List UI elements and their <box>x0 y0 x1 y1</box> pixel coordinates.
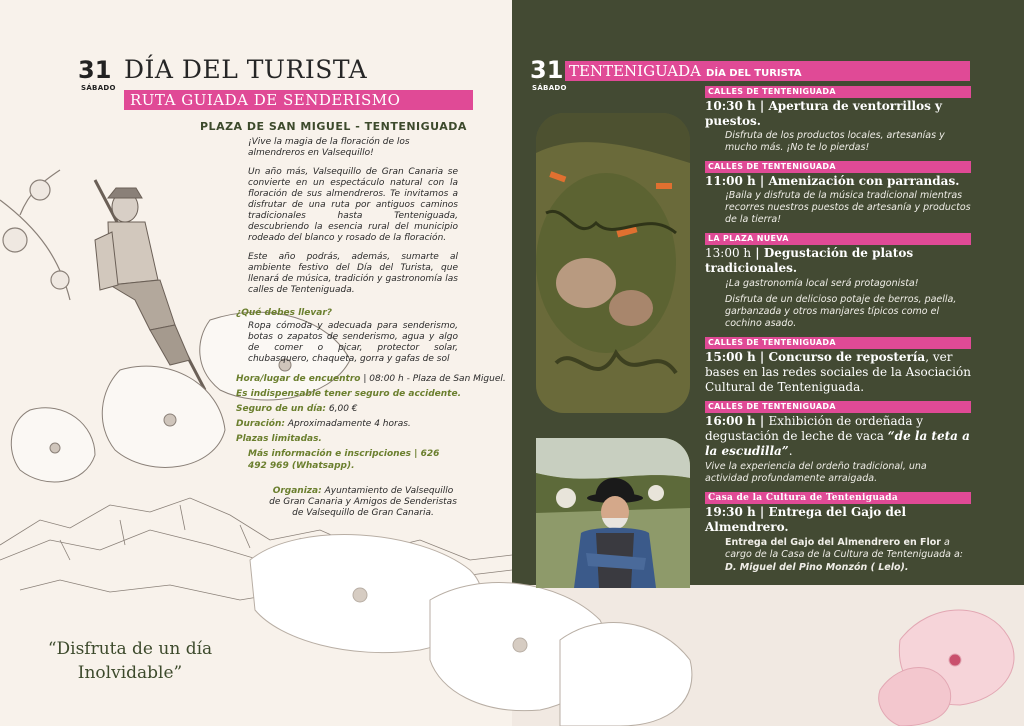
event-sep: | <box>755 99 769 113</box>
event-desc-bold: Entrega del Gajo del Almendrero en Flor <box>725 537 941 548</box>
event-rest: , ver bases en las redes sociales de la Asociación Cultural de Tenteniguada. <box>705 350 971 394</box>
limited-places: Plazas limitadas. <box>236 434 322 444</box>
insurance-required: Es indispensable tener seguro de accidente. <box>236 389 462 399</box>
left-body <box>248 137 458 296</box>
subtitle-bar: RUTA GUIADA DE SENDERISMO <box>124 90 473 110</box>
event-desc: a cargo de la Casa de la Cultura de Tenteniguada a: <box>725 537 963 560</box>
right-day-name: SÁBADO <box>532 84 567 92</box>
right-title-main: TENTENIGUADA <box>569 62 701 80</box>
event-heading <box>705 414 971 459</box>
event-title: Entrega del Gajo del Almendrero. <box>705 505 907 534</box>
location-heading: PLAZA DE SAN MIGUEL - TENTENIGUADA <box>200 120 467 133</box>
info-value: | 626 492 969 (Whatsapp). <box>248 449 440 471</box>
event-item <box>705 492 971 574</box>
almond-branch-left <box>0 170 70 300</box>
meet-value: | 08:00 h - Plaza de San Miguel. <box>360 374 506 384</box>
day-number: 31 <box>78 56 112 84</box>
info-line <box>248 448 460 472</box>
insurance-label: Seguro de un día: <box>236 404 327 414</box>
event-time: 15:00 h <box>705 350 756 364</box>
event-title: Concurso de repostería <box>768 350 926 364</box>
event-desc: Vive la experiencia del ordeño tradicional, una actividad profundamente arraigada. <box>705 461 927 484</box>
event-place: LA PLAZA NUEVA <box>705 233 971 245</box>
quote-line-2: Inolvidable” <box>77 663 183 683</box>
food-photo <box>536 113 690 413</box>
event-place: CALLES DE TENTENIGUADA <box>705 401 971 413</box>
event-rest-italic: “de la teta a la escudilla” <box>705 429 970 458</box>
right-day-number: 31 <box>530 56 564 84</box>
event-heading <box>705 505 971 535</box>
duration-label: Duración: <box>236 419 285 429</box>
event-sep: | <box>755 350 769 364</box>
event-item <box>705 401 971 485</box>
event-item <box>705 86 971 154</box>
event-place: CALLES DE TENTENIGUADA <box>705 337 971 349</box>
event-title: Degustación de platos tradicionales. <box>705 246 914 275</box>
hiker-illustration <box>95 180 205 390</box>
event-item <box>705 233 971 330</box>
duration-line <box>236 419 411 430</box>
organizer-label: Organiza: <box>272 486 322 496</box>
organizer-value: Ayuntamiento de Valsequillo de Gran Canaria y Amigos de Senderistas de Valsequillo de Gran Canaria. <box>269 486 457 518</box>
event-heading <box>705 174 971 189</box>
organizer-line <box>268 486 458 519</box>
event-item <box>705 337 971 395</box>
event-time: 11:00 h <box>705 174 756 188</box>
right-title-sub: DÍA DEL TURISTA <box>706 68 802 79</box>
day-name: SÁBADO <box>81 84 116 92</box>
event-desc-2: D. Miguel del Pino Monzón ( Lelo). <box>725 562 909 573</box>
event-title: Apertura de ventorrillos y puestos. <box>705 99 942 128</box>
insurance-line <box>236 404 358 415</box>
meet-label: Hora/lugar de encuentro <box>236 374 361 384</box>
description-paragraph-1: Un año más, Valsequillo de Gran Canaria se convierte en un espectáculo natural con la floración de sus almendreros. Te invitamos a disfrutar de una ruta por antiguos caminos tradicionales hasta Tenteniguada, descubriendo la esencia rural del municipio rodeado del blanco y rosado de la floración. <box>248 167 458 243</box>
quote-line-1: “Disfruta de un día <box>47 639 213 659</box>
event-place: CALLES DE TENTENIGUADA <box>705 86 971 98</box>
event-time: 10:30 h <box>705 99 756 113</box>
pink-blossom <box>879 610 1014 726</box>
right-title-bar <box>565 61 970 81</box>
event-time: 19:30 h <box>705 505 756 519</box>
stew-image <box>536 113 690 413</box>
event-time: 13:00 h <box>705 246 752 260</box>
event-heading <box>705 246 971 276</box>
event-sep: | <box>751 246 764 260</box>
event-heading <box>705 99 971 129</box>
event-desc: ¡La gastronomía local será protagonista! <box>725 278 919 289</box>
event-sep: | <box>755 174 769 188</box>
duration-value: Aproximadamente 4 horas. <box>285 419 411 429</box>
bring-label: ¿Qué debes llevar? <box>236 308 332 318</box>
event-place: Casa de la Cultura de Tenteniguada <box>705 492 971 504</box>
event-list <box>705 86 971 574</box>
event-sep: | <box>755 505 769 519</box>
description-paragraph-2: Este año podrás, además, sumarte al ambiente festivo del Día del Turista, que llenará de música, tradición y gastronomía las calles de Tenteniguada. <box>248 252 458 295</box>
event-time: 16:00 h <box>705 414 756 428</box>
event-desc: Disfruta de los productos locales, artesanías y mucho más. ¡No te lo pierdas! <box>725 130 945 153</box>
insurance-value: 6,00 € <box>326 404 358 414</box>
event-rest: Exhibición de ordeñada y degustación de leche de vaca <box>705 414 924 443</box>
event-sep: | <box>755 414 769 428</box>
intro-text: ¡Vive la magia de la floración de los almendreros en Valsequillo! <box>248 137 410 158</box>
person-photo <box>536 438 690 588</box>
event-title: Amenización con parrandas. <box>768 174 960 188</box>
event-desc-2: Disfruta de un delicioso potaje de berros, paella, garbanzada y otros manjares típicos como el cochino asado. <box>725 294 957 329</box>
bring-text: Ropa cómoda y adecuada para senderismo, botas o zapatos de senderismo, agua y algo de comer o picar, protector solar, chubasquero, chaqueta, gorra y gafas de sol <box>248 321 458 364</box>
event-item <box>705 161 971 226</box>
event-heading <box>705 350 971 395</box>
event-rest-end: . <box>788 444 793 458</box>
page-title: DÍA DEL TURISTA <box>124 55 368 84</box>
event-desc: ¡Baila y disfruta de la música tradicional mientras recorres nuestros puestos de artesanía y productos de la tierra! <box>725 190 971 225</box>
meet-line <box>236 374 506 385</box>
event-place: CALLES DE TENTENIGUADA <box>705 161 971 173</box>
info-label: Más información e inscripciones <box>248 449 412 459</box>
event-desc-line <box>705 537 971 561</box>
portrait-image <box>536 438 690 588</box>
quote <box>20 637 240 685</box>
